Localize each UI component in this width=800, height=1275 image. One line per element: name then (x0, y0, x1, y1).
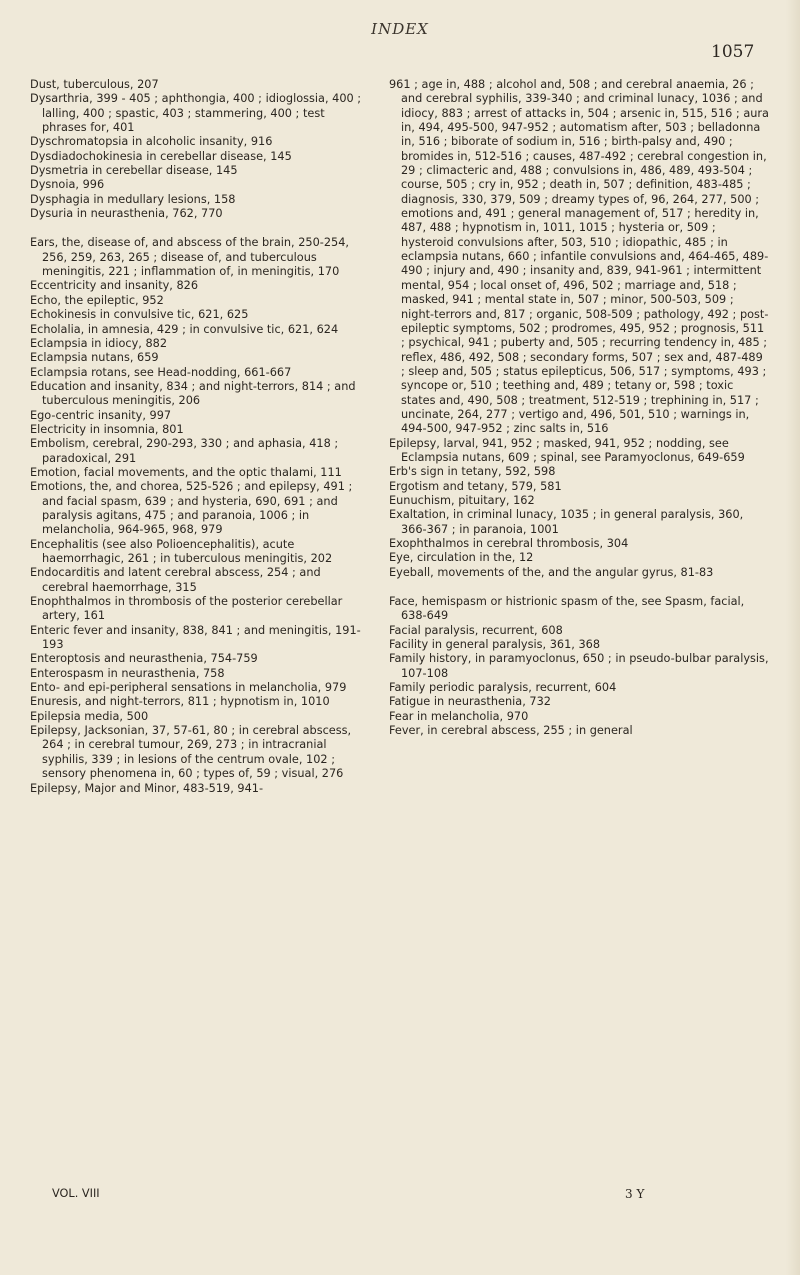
index-entry: Encephalitis (see also Polioencephalitis), acute haemorrhagic, 261 ; in tuberculous meningitis, 202 (30, 537, 333, 565)
index-entry: Epilepsy, Jacksonian, 37, 57-61, 80 ; in cerebral abscess, 264 ; in cerebral tumour, 269, 273 ; in intracranial syphilis, 339 ; in lesions of the centrum ovale, 102 ; sensory phenomena in, 60 ; types of, 59 ; visual, 276 (30, 724, 352, 781)
index-entry: Emotions, the, and chorea, 525-526 ; and epilepsy, 491 ; and facial spasm, 639 ; and hysteria, 690, 691 ; and paralysis agitans, 475 ; and paranoia, 1006 ; in melancholia, 964-965, 968, 979 (30, 480, 353, 537)
index-entry: Eccentricity and insanity, 826 (30, 279, 199, 293)
index-entry: Dysuria in neurasthenia, 762, 770 (30, 207, 223, 221)
index-entry: Epilepsy, Major and Minor, 483-519, 941- (30, 781, 264, 795)
signature-mark: 3 Y (625, 1187, 645, 1201)
index-entry: Family history, in paramyoclonus, 650 ; in pseudo-bulbar paralysis, 107-108 (389, 652, 769, 680)
index-entry: Enteric fever and insanity, 838, 841 ; and meningitis, 191-193 (30, 623, 361, 652)
index-entry: Exaltation, in criminal lunacy, 1035 ; in general paralysis, 360, 366-367 ; in paranoia, 1001 (389, 508, 744, 536)
index-entry: Fever, in cerebral abscess, 255 ; in general (389, 724, 633, 738)
section-gap (30, 221, 370, 236)
index-entry: Ego-centric insanity, 997 (30, 408, 172, 422)
index-entry: Echokinesis in convulsive tic, 621, 625 (30, 308, 249, 322)
index-entry: Dysphagia in medullary lesions, 158 (30, 192, 236, 206)
index-entry: Fatigue in neurasthenia, 732 (389, 695, 551, 709)
index-entry: Dust, tuberculous, 207 (30, 78, 159, 91)
index-entry: Eye, circulation in the, 12 (389, 551, 534, 565)
index-entry: Dysarthria, 399 - 405 ; aphthongia, 400 ; idioglossia, 400 ; lalling, 400 ; spastic, 403 ; stammering, 400 ; test phrases for, 401 (30, 92, 362, 135)
index-entry: Epilepsia media, 500 (30, 709, 149, 723)
index-entry: Fear in melancholia, 970 (389, 709, 529, 723)
page-number: 1057 (711, 42, 755, 62)
index-entry: Epilepsy, larval, 941, 952 ; masked, 941, 952 ; nodding, see Eclampsia nutans, 609 ; spinal, see Paramyoclonus, 649-659 (389, 436, 745, 464)
index-entry: Face, hemispasm or histrionic spasm of the, see Spasm, facial, 638-649 (389, 595, 745, 623)
running-head: INDEX (371, 20, 429, 38)
index-entry: Dysnoia, 996 (30, 178, 105, 192)
index-entry: Embolism, cerebral, 290-293, 330 ; and aphasia, 418 ; paradoxical, 291 (30, 437, 339, 465)
index-entry: Dysdiadochokinesia in cerebellar disease, 145 (30, 149, 292, 163)
index-entry: Facility in general paralysis, 361, 368 (389, 638, 601, 652)
index-entry: Enuresis, and night-terrors, 811 ; hypnotism in, 1010 (30, 695, 330, 709)
index-entry: Eclampsia nutans, 659 (30, 351, 159, 365)
index-entry: Eclampsia rotans, see Head-nodding, 661-667 (30, 365, 292, 379)
index-entry: Endocarditis and latent cerebral abscess, 254 ; and cerebral haemorrhage, 315 (30, 566, 321, 594)
index-entry: Enophthalmos in thrombosis of the posterior cerebellar artery, 161 (30, 595, 343, 623)
index-entry: Ento- and epi-peripheral sensations in melancholia, 979 (30, 681, 347, 695)
index-entry: Exophthalmos in cerebral thrombosis, 304 (389, 537, 629, 550)
index-entry: 961 ; age in, 488 ; alcohol and, 508 ; and cerebral anaemia, 26 ; and cerebral syphilis, 339-340 ; and criminal lunacy, 1036 ; and idiocy, 883 ; arrest of attacks in, 504 ; arsenic in, 515, 516 ; aura in, 494, 495-500, 947-952 ; automatism after, 503 ; belladonna in, 516 ; biborate of sodium in, 516 ; birth-palsy and, 490 ; bromides in, 512-516 ; causes, 487-492 ; cerebral congestion in, 29 ; climacteric and, 488 ; convulsions in, 486, 489, 493-504 ; course, 505 ; cry in, 952 ; death in, 507 ; definition, 483-485 ; diagnosis, 330, 379, 509 ; dreamy types of, 96, 264, 277, 500 ; emotions and, 491 ; general management of, 517 ; heredity in, 487, 488 ; hypnotism in, 1011, 1015 ; hysteria or, 509 ; hysteroid convulsions after, 503, 510 ; idiopathic, 485 ; in eclampsia nutans, 660 ; infantile convulsions and, 464-465, 489-490 ; injury and, 490 ; insanity and, 839, 941-961 ; intermittent mental, 954 ; local onset of, 496, 502 ; marriage and, 518 ; masked, 941 ; mental state in, 507 ; minor, 500-503, 509 ; night-terrors and, 817 ; organic, 508-509 ; pathology, 492 ; post-epileptic symptoms, 502 ; prodromes, 495, 952 ; prognosis, 511 ; psychical, 941 ; puberty and, 505 ; recurring tendency in, 485 ; reflex, 486, 492, 508 ; secondary forms, 507 ; sex and, 487-489 ; sleep and, 505 ; status epilepticus, 506, 517 ; symptoms, 493 ; syncope or, 510 ; teething and, 489 ; tetany or, 598 ; toxic states and, 490, 508 ; treatment, 512-519 ; trephining in, 517 ; uncinate, 264, 277 ; vertigo and, 496, 501, 510 ; warnings in, 494-500, 947-952 ; zinc salts in, 516 (389, 78, 769, 436)
index-entry: Education and insanity, 834 ; and night-terrors, 814 ; and tuberculous meningitis, 206 (30, 379, 356, 408)
index-entry: Dysmetria in cerebellar disease, 145 (30, 164, 238, 178)
index-entry: Ears, the, disease of, and abscess of the brain, 250-254, 256, 259, 263, 265 ; disease of, and tuberculous meningitis, 221 ; inflammation of, in meningitis, 170 (30, 236, 350, 279)
index-entry: Eclampsia in idiocy, 882 (30, 336, 168, 350)
index-column-left (30, 78, 370, 796)
index-entry: Enterospasm in neurasthenia, 758 (30, 666, 225, 680)
index-entry: Echo, the epileptic, 952 (30, 293, 164, 307)
index-entry: Echolalia, in amnesia, 429 ; in convulsive tic, 621, 624 (30, 322, 339, 336)
index-entry: Ergotism and tetany, 579, 581 (389, 479, 562, 493)
page-edge (786, 0, 800, 1275)
index-entry: Enteroptosis and neurasthenia, 754-759 (30, 652, 258, 666)
index-entry: Electricity in insomnia, 801 (30, 422, 184, 436)
index-entry: Emotion, facial movements, and the optic thalami, 111 (30, 465, 342, 479)
index-column-right (389, 78, 769, 738)
index-entry: Facial paralysis, recurrent, 608 (389, 623, 563, 637)
volume-label: VOL. VIII (52, 1187, 100, 1200)
index-entry: Erb's sign in tetany, 592, 598 (389, 465, 556, 479)
section-gap (389, 580, 769, 595)
index-entry: Family periodic paralysis, recurrent, 604 (389, 681, 617, 695)
index-entry: Eunuchism, pituitary, 162 (389, 493, 535, 507)
index-entry: Eyeball, movements of the, and the angular gyrus, 81-83 (389, 565, 714, 579)
index-entry: Dyschromatopsia in alcoholic insanity, 916 (30, 135, 273, 149)
